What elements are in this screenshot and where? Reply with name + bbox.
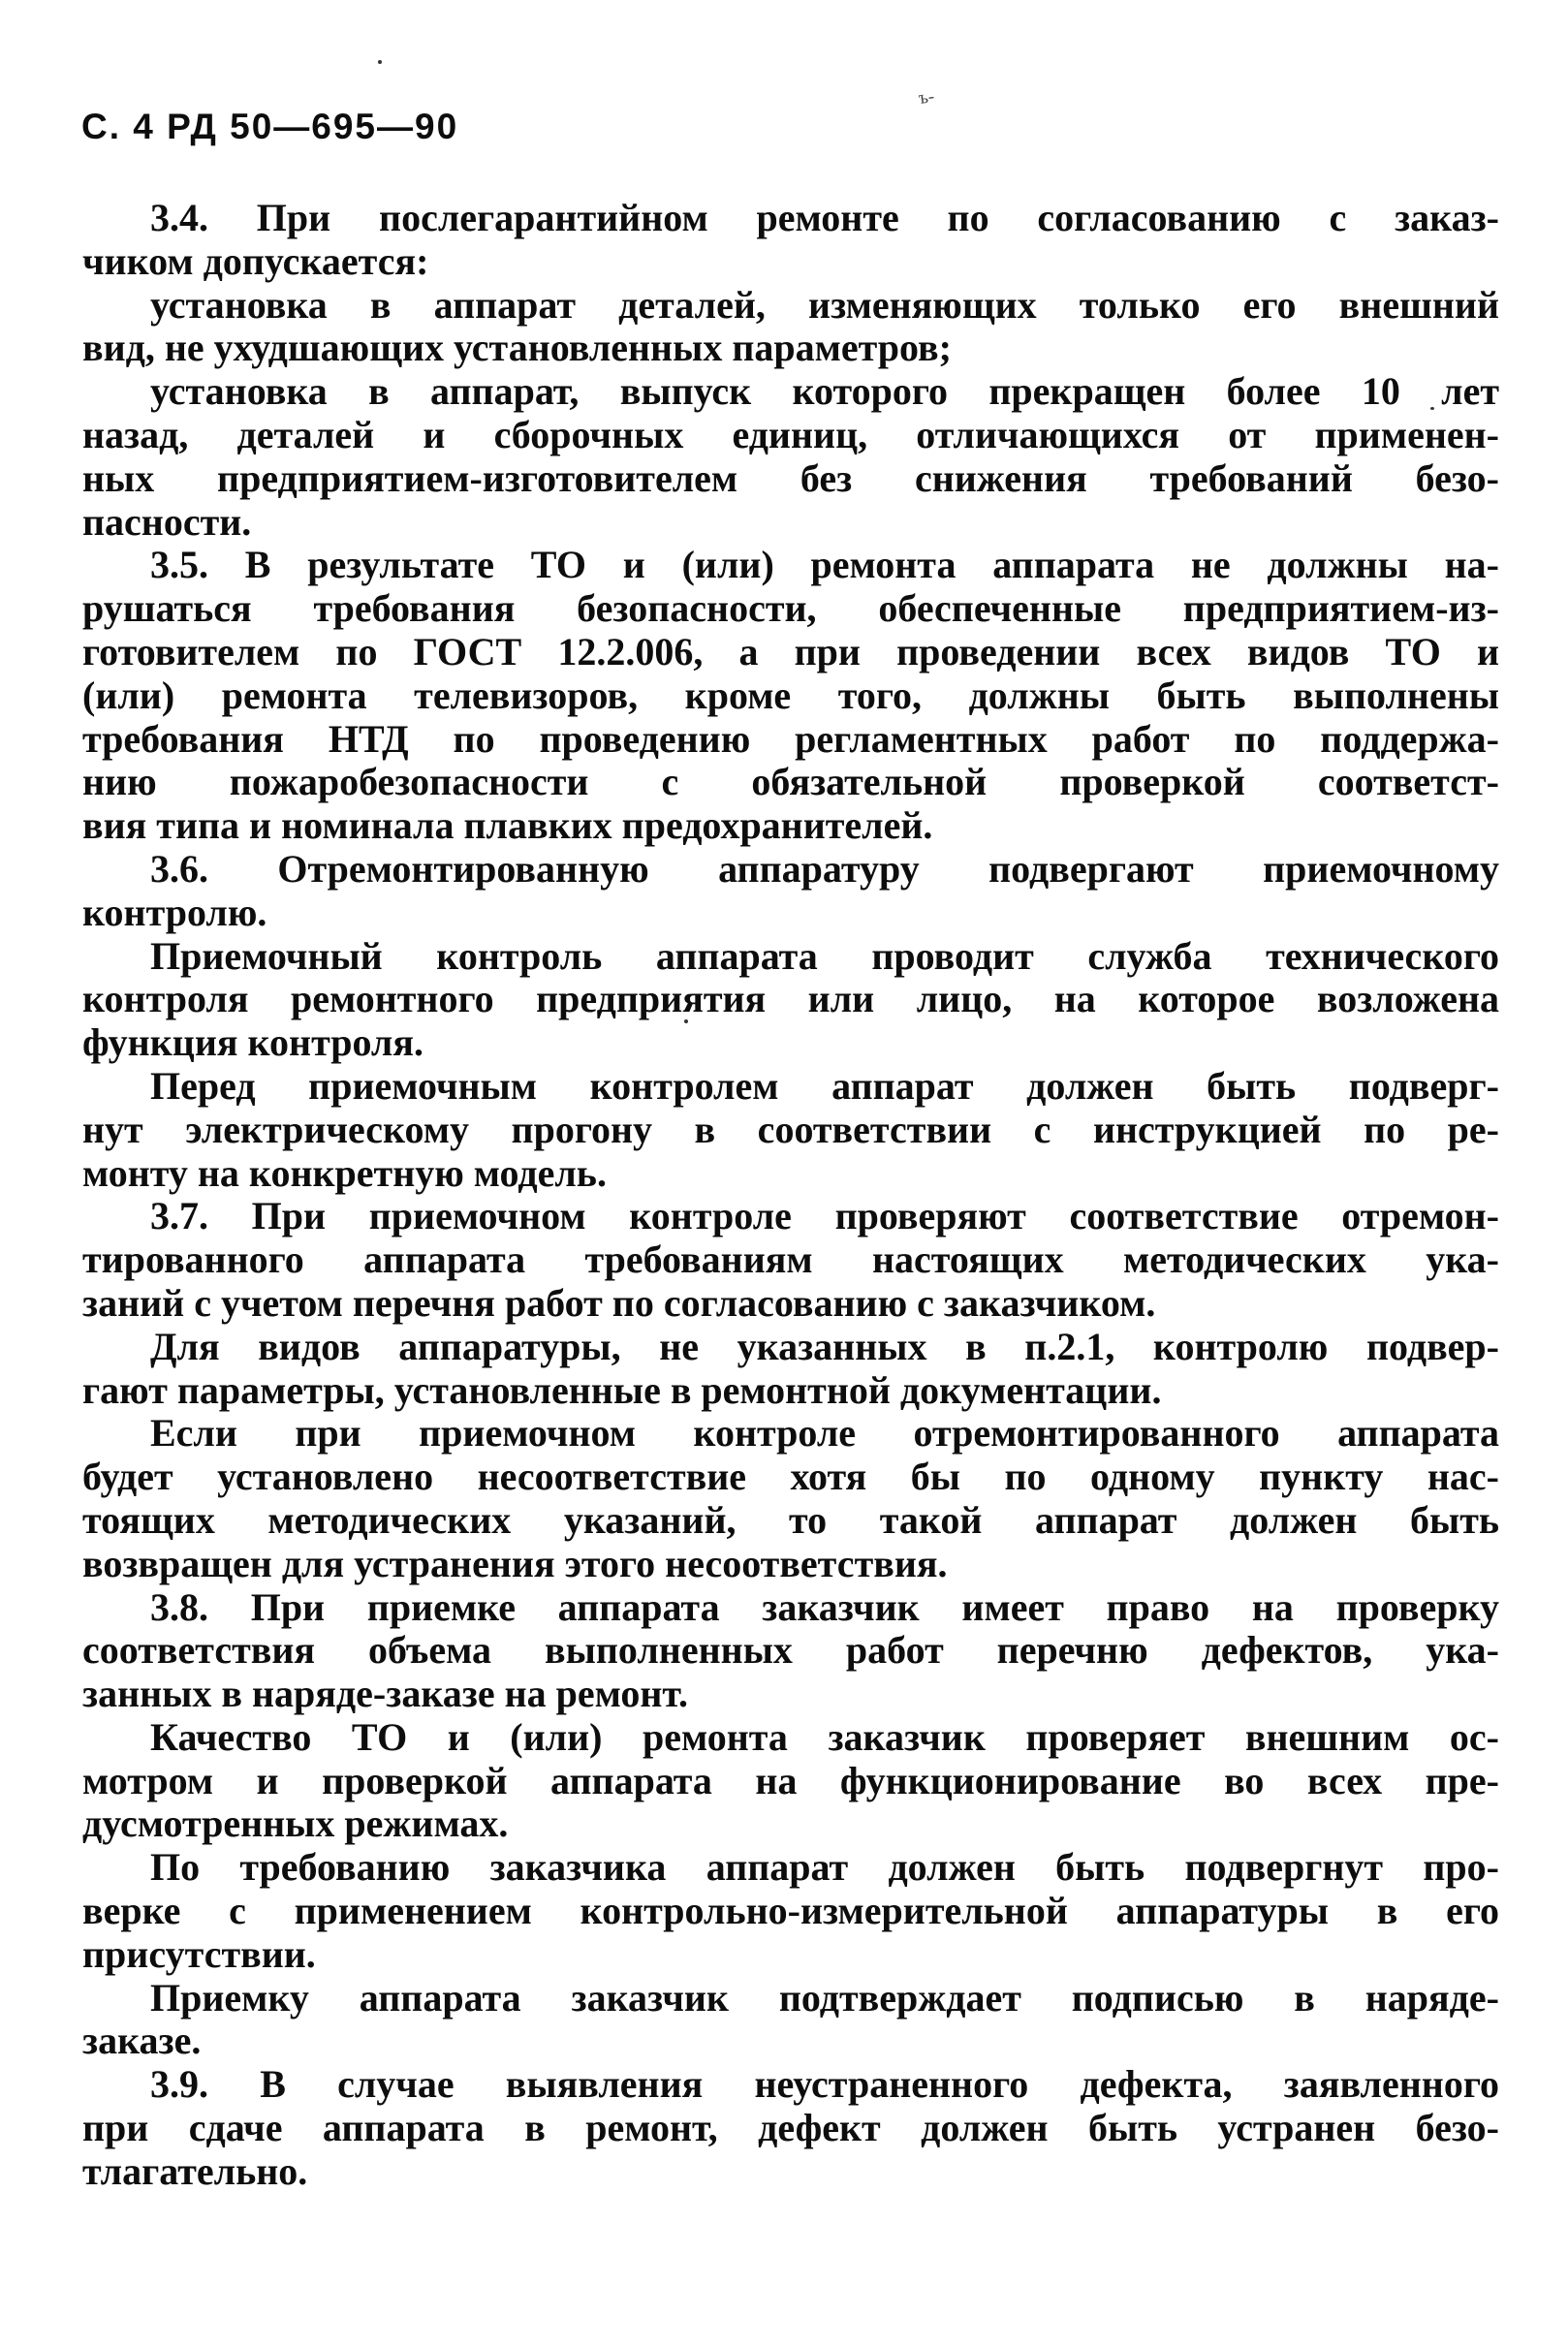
body-text (82, 197, 1499, 2194)
paragraph (82, 1586, 1499, 1716)
text-line: тоящих методических указаний, то такой аппарат должен быть (82, 1497, 1499, 1542)
text-line: 3.8. При приемке аппарата заказчик имеет право на проверку (150, 1584, 1499, 1629)
text-line: пасности. (82, 499, 252, 544)
text-line: заказе. (82, 2019, 202, 2063)
text-line: монту на конкретную модель. (82, 1150, 607, 1195)
text-line: вид, не ухудшающих установленных параметров; (82, 326, 952, 370)
text-line: нут электрическому прогону в соответствии с инструкцией по ре- (82, 1107, 1499, 1151)
scan-artifact: ъ- (917, 85, 936, 110)
text-line: чиком допускается: (82, 238, 429, 283)
text-line: функция контроля. (82, 1020, 424, 1065)
text-line: Качество ТО и (или) ремонта заказчик проверяет внешним ос- (150, 1714, 1499, 1759)
text-line: Приемочный контроль аппарата проводит служба технического (150, 933, 1499, 978)
text-line: готовителем по ГОСТ 12.2.006, а при проведении всех видов ТО и (82, 629, 1499, 673)
paragraph (82, 544, 1499, 848)
text-line: Если при приемочном контроле отремонтированного аппарата (150, 1411, 1499, 1456)
text-line: вия типа и номинала плавких предохранителей. (82, 803, 933, 848)
text-line: верке с применением контрольно-измерительной аппаратуры в его (82, 1889, 1499, 1933)
text-line: 3.9. В случае выявления неустраненного дефекта, заявленного (150, 2062, 1499, 2107)
paragraph (82, 1326, 1499, 1413)
text-line: 3.5. В результате ТО и (или) ремонта аппарата не должны на- (150, 543, 1499, 587)
text-line: дусмотренных режимах. (82, 1801, 509, 1846)
text-line: требования НТД по проведению регламентных работ по поддержа- (82, 716, 1499, 761)
paragraph (82, 935, 1499, 1065)
paragraph (82, 197, 1499, 284)
text-line: установка в аппарат деталей, изменяющих только его внешний (150, 282, 1499, 327)
paragraph (82, 1412, 1499, 1585)
text-line: при сдаче аппарата в ремонт, дефект должен быть устранен безо- (82, 2106, 1499, 2150)
text-line: 3.6. Отремонтированную аппаратуру подвергают приемочному (150, 846, 1499, 891)
paragraph (82, 1065, 1499, 1195)
paragraph (82, 1846, 1499, 1976)
text-line: Для видов аппаратуры, не указанных в п.2.1, контролю подвер- (150, 1324, 1499, 1368)
text-line: Перед приемочным контролем аппарат должен быть подверг- (150, 1063, 1499, 1108)
text-line: (или) ремонта телевизоров, кроме того, должны быть выполнены (82, 673, 1499, 717)
text-line: будет установлено несоответствие хотя бы по одному пункту нас- (82, 1455, 1499, 1499)
text-line: контролю. (82, 890, 267, 934)
text-line: занных в наряде-заказе на ремонт. (82, 1672, 689, 1716)
paragraph (82, 1195, 1499, 1325)
paragraph (82, 1977, 1499, 2064)
text-line: возвращен для устранения этого несоответствия. (82, 1541, 948, 1585)
text-line: заний с учетом перечня работ по согласованию с заказчиком. (82, 1280, 1156, 1325)
scan-speck (378, 60, 382, 64)
text-line: ных предприятием-изготовителем без снижения требований безо- (82, 455, 1499, 500)
paragraph (82, 1716, 1499, 1846)
text-line: установка в аппарат, выпуск которого прекращен более 10 лет (150, 369, 1499, 414)
text-line: По требованию заказчика аппарат должен быть подвергнут про- (150, 1845, 1499, 1890)
paragraph (82, 2063, 1499, 2193)
running-header: С. 4 РД 50—695—90 (81, 107, 459, 146)
text-line: тированного аппарата требованиям настоящих методических ука- (82, 1237, 1499, 1282)
text-line: назад, деталей и сборочных единиц, отличающихся от применен- (82, 412, 1499, 456)
text-line: Приемку аппарата заказчик подтверждает подписью в наряде- (150, 1975, 1499, 2020)
text-line: рушаться требования безопасности, обеспеченные предприятием-из- (82, 586, 1499, 631)
paragraph (82, 370, 1499, 544)
text-line: 3.7. При приемочном контроле проверяют соответствие отремон- (150, 1194, 1499, 1238)
paragraph (82, 848, 1499, 935)
text-line: мотром и проверкой аппарата на функционирование во всех пре- (82, 1758, 1499, 1802)
text-line: гают параметры, установленные в ремонтной документации. (82, 1367, 1162, 1412)
text-line: присутствии. (82, 1931, 316, 1976)
text-line: тлагательно. (82, 2148, 308, 2193)
text-line: контроля ремонтного предприятия или лицо, на которое возложена (82, 977, 1499, 1021)
paragraph (82, 284, 1499, 371)
text-line: 3.4. При послегарантийном ремонте по согласованию с заказ- (150, 196, 1499, 239)
text-line: нию пожаробезопасности с обязательной проверкой соответст- (82, 760, 1499, 804)
text-line: соответствия объема выполненных работ перечню дефектов, ука- (82, 1628, 1499, 1673)
